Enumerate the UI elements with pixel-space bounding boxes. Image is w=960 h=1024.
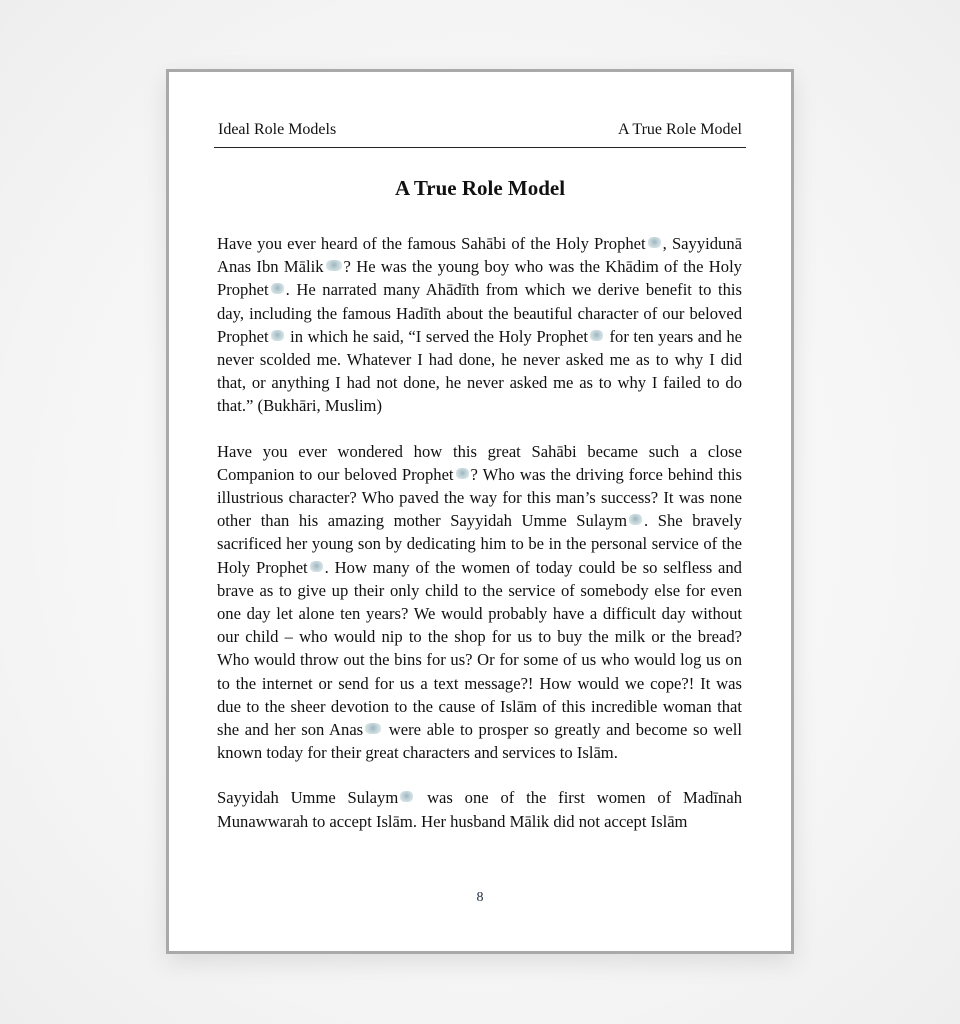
salutation-icon: [326, 260, 342, 271]
paragraph-3: [217, 786, 742, 832]
book-page: [166, 69, 794, 954]
p1-text-6: for ten years and he never scolded me. Whatever I had done, he never asked me as to why I did that, or anything I had not done, he never asked me as to why I failed to do that.” (Bukhāri, Muslim): [217, 326, 742, 416]
p1-text-5: in which he said, “I served the Holy Prophet: [285, 326, 588, 346]
p3-text-2: was one of the first women of Madīnah Munawwarah to accept Islām. Her husband Mālik did not accept Islām: [217, 788, 742, 831]
chapter-title: A True Role Model: [394, 176, 566, 200]
p3-text-1: Sayyidah Umme Sulaym: [217, 788, 399, 808]
p2-text-1: Have you ever wondered how this great Sahābi became such a close Companion to our beloved Prophet: [217, 441, 742, 484]
p1-text-2: , Sayyidunā Anas Ibn Mālik: [217, 234, 742, 277]
salutation-icon: [365, 723, 381, 734]
page-number: 8: [476, 890, 484, 905]
header-chapter-title: A True Role Model: [617, 121, 742, 138]
chapter-body: [217, 232, 742, 855]
p1-text-3: ? He was the young boy who was the Khādim of the Holy Prophet: [217, 257, 742, 300]
salutation-icon: [310, 561, 323, 572]
p2-text-2: ? Who was the driving force behind this illustrious character? Who paved the way for this man’s success? It was none other than his amazing mother Sayyidah Umme Sulaym: [217, 464, 742, 531]
salutation-icon: [400, 791, 413, 802]
p2-text-5: were able to prosper so greatly and become so well known today for their great characters and services to Islām.: [217, 720, 742, 763]
salutation-icon: [629, 514, 642, 525]
paragraph-2: [217, 440, 742, 765]
p1-text-4: . He narrated many Ahādīth from which we derive benefit to this day, including the famous Hadīth about the beautiful character of our beloved Prophet: [217, 280, 742, 346]
salutation-icon: [456, 468, 469, 479]
p2-text-4: . How many of the women of today could be so selfless and brave as to give up their only child to the service of somebody else for even one day let alone ten years? We would probably have a difficult day without our child – who would nip to the shop for us to buy the milk or the bread? Who would throw out the bins for us? Or for some of us who would log us on to the internet or send for us a text message?! How would we cope?! It was due to the sheer devotion to the cause of Islām of this incredible woman that she and her son Anas: [217, 557, 742, 740]
running-header: [214, 119, 746, 148]
salutation-icon: [590, 330, 603, 341]
salutation-icon: [648, 237, 661, 248]
paragraph-1: [217, 232, 742, 418]
salutation-icon: [271, 330, 284, 341]
p2-text-3: . She bravely sacrificed her young son by dedicating him to be in the personal service of the Holy Prophet: [217, 511, 742, 577]
header-book-title: Ideal Role Models: [218, 121, 337, 138]
p1-text-1: Have you ever heard of the famous Sahābi of the Holy Prophet: [217, 234, 646, 253]
salutation-icon: [271, 283, 284, 294]
